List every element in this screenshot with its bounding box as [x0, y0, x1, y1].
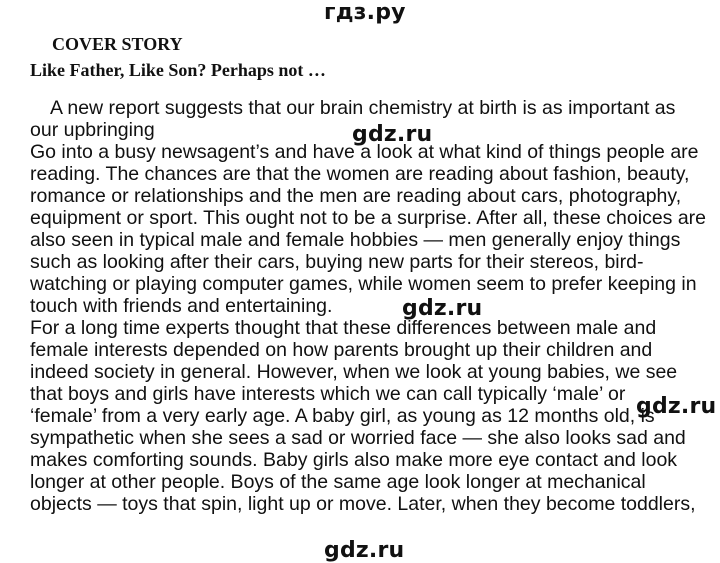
section-label: COVER STORY: [52, 34, 183, 54]
body-line: that boys and girls have interests which we can call typically ‘male’ or: [30, 383, 626, 405]
article-headline: Like Father, Like Son? Perhaps not …: [30, 60, 326, 80]
body-line: For a long time experts thought that these differences between male and: [30, 317, 657, 339]
body-line: also seen in typical male and female hobbies — men generally enjoy things: [30, 229, 681, 251]
watermark: gdz.ru: [402, 296, 483, 321]
body-line: equipment or sport. This ought not to be a surprise. After all, these choices are: [30, 207, 707, 229]
body-line: objects — toys that spin, light up or move. Later, when they become toddlers,: [30, 493, 696, 515]
watermark: gdz.ru: [352, 122, 433, 147]
body-line: ‘female’ from a very early age. A baby girl, as young as 12 months old, is: [30, 405, 655, 427]
body-line: our upbringing: [30, 119, 155, 141]
body-line: such as looking after their cars, buying new parts for their stereos, bird-: [30, 251, 644, 273]
body-line: A new report suggests that our brain chemistry at birth is as important as: [50, 97, 676, 119]
body-line: sympathetic when she sees a sad or worried face — she also looks sad and: [30, 427, 686, 449]
body-line: touch with friends and entertaining.: [30, 295, 333, 317]
body-line: reading. The chances are that the women are reading about fashion, beauty,: [30, 163, 690, 185]
body-line: makes comforting sounds. Baby girls also make more eye contact and look: [30, 449, 678, 471]
watermark-bottom: gdz.ru: [324, 538, 405, 563]
article-body: [30, 97, 710, 515]
body-line: longer at other people. Boys of the same age look longer at mechanical: [30, 471, 646, 493]
watermark-top: гдз.ру: [324, 0, 406, 25]
body-line: female interests depended on how parents brought up their children and: [30, 339, 653, 361]
body-line: watching or playing computer games, while women seem to prefer keeping in: [30, 273, 697, 295]
body-line: Go into a busy newsagent’s and have a look at what kind of things people are: [30, 141, 699, 163]
body-line: indeed society in general. However, when we look at young babies, we see: [30, 361, 678, 383]
body-line: romance or relationships and the men are reading about cars, photography,: [30, 185, 682, 207]
watermark: gdz.ru: [636, 394, 717, 419]
